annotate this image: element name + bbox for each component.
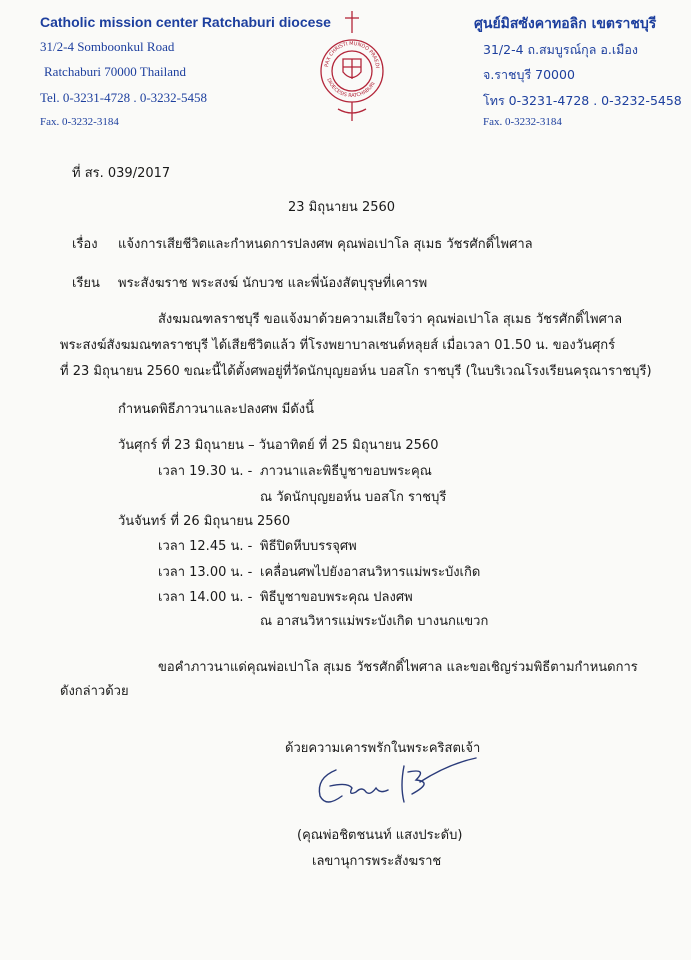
telephone-th: โทร 0-3231-4728 . 0-3232-5458	[483, 93, 682, 108]
schedule-intro: กำหนดพิธีภาวนาและปลงศพ มีดังนี้	[118, 402, 315, 417]
salutation-label: เรียน	[72, 276, 100, 291]
schedule-day-2-time-1: เวลา 12.45 น. -	[158, 539, 253, 554]
paragraph-1-line-3: ที่ 23 มิถุนายน 2560 ขณะนี้ได้ตั้งศพอยู่ที่วัดนักบุญยอห์น บอสโก ราชบุรี (ในบริเวณโรงเรียนครุณาราชบุรี)	[60, 364, 652, 379]
closing-line-1: ขอคำภาวนาแด่คุณพ่อเปาโล สุเมธ วัชรศักดิ์ไพศาล และขอเชิญร่วมพิธีตามกำหนดการ	[158, 660, 638, 675]
org-name-th: ศูนย์มิสซังคาทอลิก เขตราชบุรี	[474, 16, 657, 32]
address-line-2-en: Ratchaburi 70000 Thailand	[44, 64, 187, 79]
handwritten-signature	[308, 752, 478, 812]
fax-en: Fax. 0-3232-3184	[40, 116, 119, 128]
subject-label: เรื่อง	[72, 237, 98, 252]
schedule-day-1-place: ณ วัดนักบุญยอห์น บอสโก ราชบุรี	[260, 490, 447, 505]
salutation-text: พระสังฆราช พระสงฆ์ นักบวช และพี่น้องสัตบุรุษที่เคารพ	[118, 276, 428, 291]
signer-name: (คุณพ่อชิตชนนท์ แสงประดับ)	[297, 828, 463, 843]
schedule-day-2-time-3: เวลา 14.00 น. -	[158, 590, 253, 605]
address-line-1-en: 31/2-4 Somboonkul Road	[40, 39, 175, 54]
telephone-en: Tel. 0-3231-4728 . 0-3232-5458	[40, 90, 207, 105]
regards-line: ด้วยความเคารพรักในพระคริสตเจ้า	[285, 741, 481, 756]
subject-text: แจ้งการเสียชีวิตและกำหนดการปลงศพ คุณพ่อเปาโล สุเมธ วัชรศักดิ์ไพศาล	[118, 237, 533, 252]
address-line-2-th: จ.ราชบุรี 70000	[483, 67, 575, 82]
letter-date: 23 มิถุนายน 2560	[288, 200, 396, 215]
diocese-seal-logo	[318, 9, 386, 127]
address-line-1-th: 31/2-4 ถ.สมบูรณ์กุล อ.เมือง	[483, 42, 638, 57]
schedule-day-2-place: ณ อาสนวิหารแม่พระบังเกิด บางนกแขวก	[260, 614, 489, 629]
schedule-day-2-time-2: เวลา 13.00 น. -	[158, 565, 253, 580]
schedule-day-2: วันจันทร์ ที่ 26 มิถุนายน 2560	[118, 514, 291, 529]
schedule-day-1-time: เวลา 19.30 น. -	[158, 464, 253, 479]
signer-title: เลขานุการพระสังฆราช	[312, 854, 442, 869]
org-name-en: Catholic mission center Ratchaburi diocese	[40, 14, 331, 30]
paragraph-1-line-1: สังฆมณฑลราชบุรี ขอแจ้งมาด้วยความเสียใจว่า คุณพ่อเปาโล สุเมธ วัชรศักดิ์ไพศาล	[158, 312, 623, 327]
closing-line-2: ดังกล่าวด้วย	[60, 684, 129, 699]
seal-top-text: PAX CHRISTI MUNDO PRAEDI	[324, 40, 380, 69]
seal-bottom-text: DIOECESIS RATCHABURI	[325, 77, 377, 100]
schedule-day-2-event-2: เคลื่อนศพไปยังอาสนวิหารแม่พระบังเกิด	[260, 565, 481, 580]
schedule-day-1-event: ภาวนาและพิธีบูชาขอบพระคุณ	[260, 464, 432, 479]
schedule-day-2-event-3: พิธีบูชาขอบพระคุณ ปลงศพ	[260, 590, 413, 605]
seal-emblem	[321, 11, 383, 121]
schedule-day-1: วันศุกร์ ที่ 23 มิถุนายน – วันอาทิตย์ ที่ 25 มิถุนายน 2560	[118, 438, 439, 453]
reference-number: ที่ สร. 039/2017	[72, 166, 171, 181]
fax-th: Fax. 0-3232-3184	[483, 116, 562, 128]
paragraph-1-line-2: พระสงฆ์สังฆมณฑลราชบุรี ได้เสียชีวิตแล้ว ที่โรงพยาบาลเซนต์หลุยส์ เมื่อเวลา 01.50 น. ของวันศุกร์	[60, 338, 616, 353]
schedule-day-2-event-1: พิธีปิดหีบบรรจุศพ	[260, 539, 357, 554]
